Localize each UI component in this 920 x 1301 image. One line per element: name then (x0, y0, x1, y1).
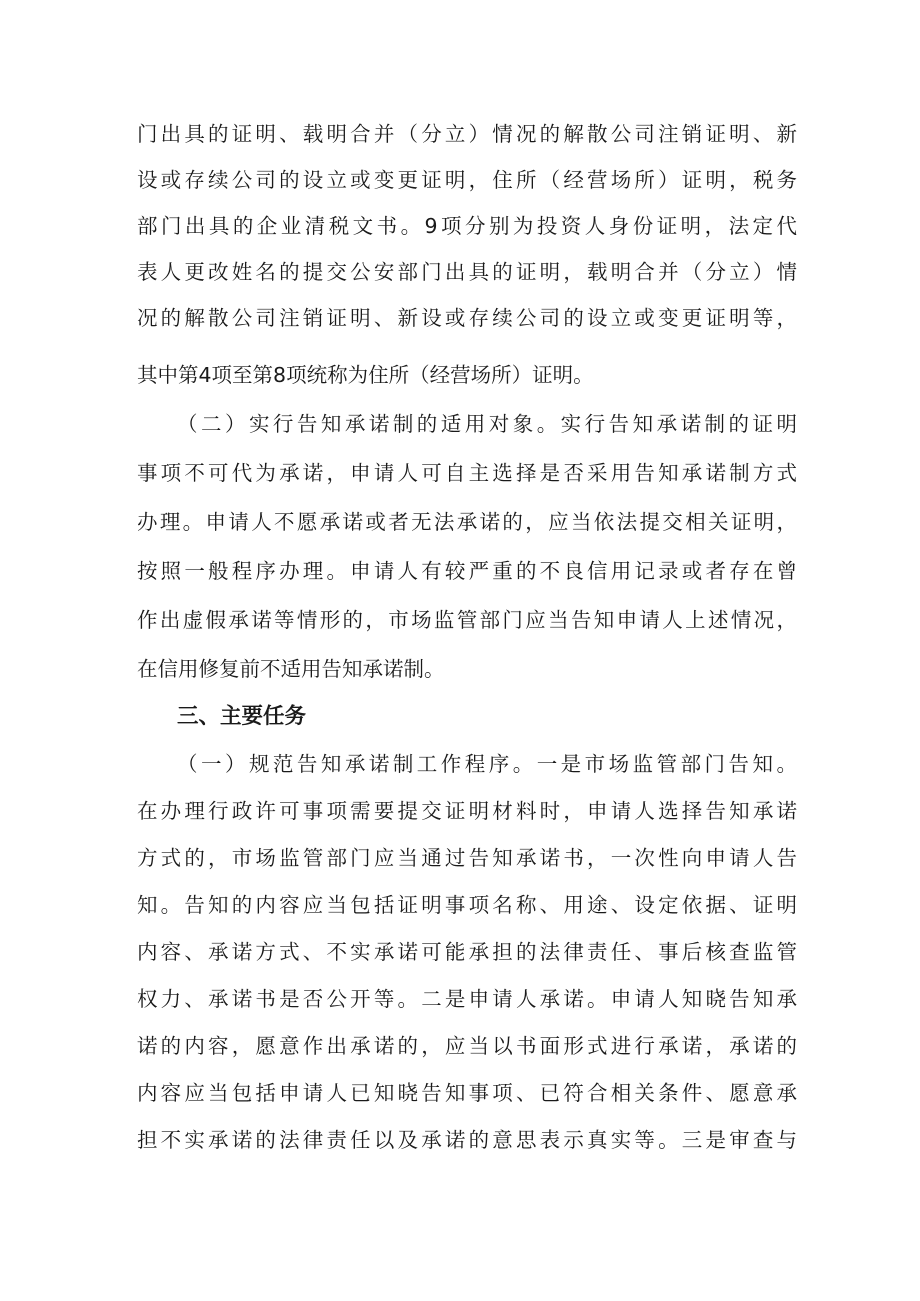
paragraph-3-line-9: 担不实承诺的法律责任以及承诺的意思表示真实等。三是审查与 (137, 1128, 797, 1152)
paragraph-2-line-3: 办理。申请人不愿承诺或者无法承诺的，应当依法提交相关证明， (137, 510, 797, 534)
paragraph-3-line-6: 权力、承诺书是否公开等。二是申请人承诺。申请人知晓告知承 (137, 987, 797, 1011)
paragraph-1-line-1: 门出具的证明、载明合并（分立）情况的解散公司注销证明、新 (137, 122, 797, 146)
paragraph-3-line-8: 内容应当包括申请人已知晓告知事项、已符合相关条件、愿意承 (137, 1081, 797, 1105)
paragraph-2-line-4: 按照一般程序办理。申请人有较严重的不良信用记录或者存在曾 (137, 559, 797, 583)
paragraph-1-line-2: 设或存续公司的设立或变更证明，住所（经营场所）证明，税务 (137, 168, 797, 192)
paragraph-2-line-6: 在信用修复前不适用告知承诺制。 (137, 657, 445, 681)
paragraph-1-line-6: 其中第4项至第8项统称为住所（经营场所）证明。 (137, 363, 594, 387)
paragraph-3-line-3: 方式的，市场监管部门应当通过告知承诺书，一次性向申请人告 (137, 846, 797, 870)
paragraph-3-line-2: 在办理行政许可事项需要提交证明材料时，申请人选择告知承诺 (137, 799, 797, 823)
paragraph-1-line-4: 表人更改姓名的提交公安部门出具的证明，载明合并（分立）情 (137, 260, 797, 284)
paragraph-2-line-2: 事项不可代为承诺，申请人可自主选择是否采用告知承诺制方式 (137, 461, 797, 485)
paragraph-3-line-7: 诺的内容，愿意作出承诺的，应当以书面形式进行承诺，承诺的 (137, 1034, 797, 1058)
paragraph-3-line-1: （一）规范告知承诺制工作程序。一是市场监管部门告知。 (177, 752, 797, 776)
paragraph-1-line-3: 部门出具的企业清税文书。9项分别为投资人身份证明，法定代 (137, 214, 797, 238)
paragraph-3-line-5: 内容、承诺方式、不实承诺可能承担的法律责任、事后核查监管 (137, 940, 797, 964)
paragraph-2-line-1: （二）实行告知承诺制的适用对象。实行告知承诺制的证明 (177, 412, 797, 436)
paragraph-1-line-5: 况的解散公司注销证明、新设或存续公司的设立或变更证明等， (137, 306, 797, 330)
paragraph-3-line-4: 知。告知的内容应当包括证明事项名称、用途、设定依据、证明 (137, 893, 797, 917)
section-heading: 三、主要任务 (177, 704, 307, 729)
paragraph-2-line-5: 作出虚假承诺等情形的，市场监管部门应当告知申请人上述情况， (137, 608, 797, 632)
